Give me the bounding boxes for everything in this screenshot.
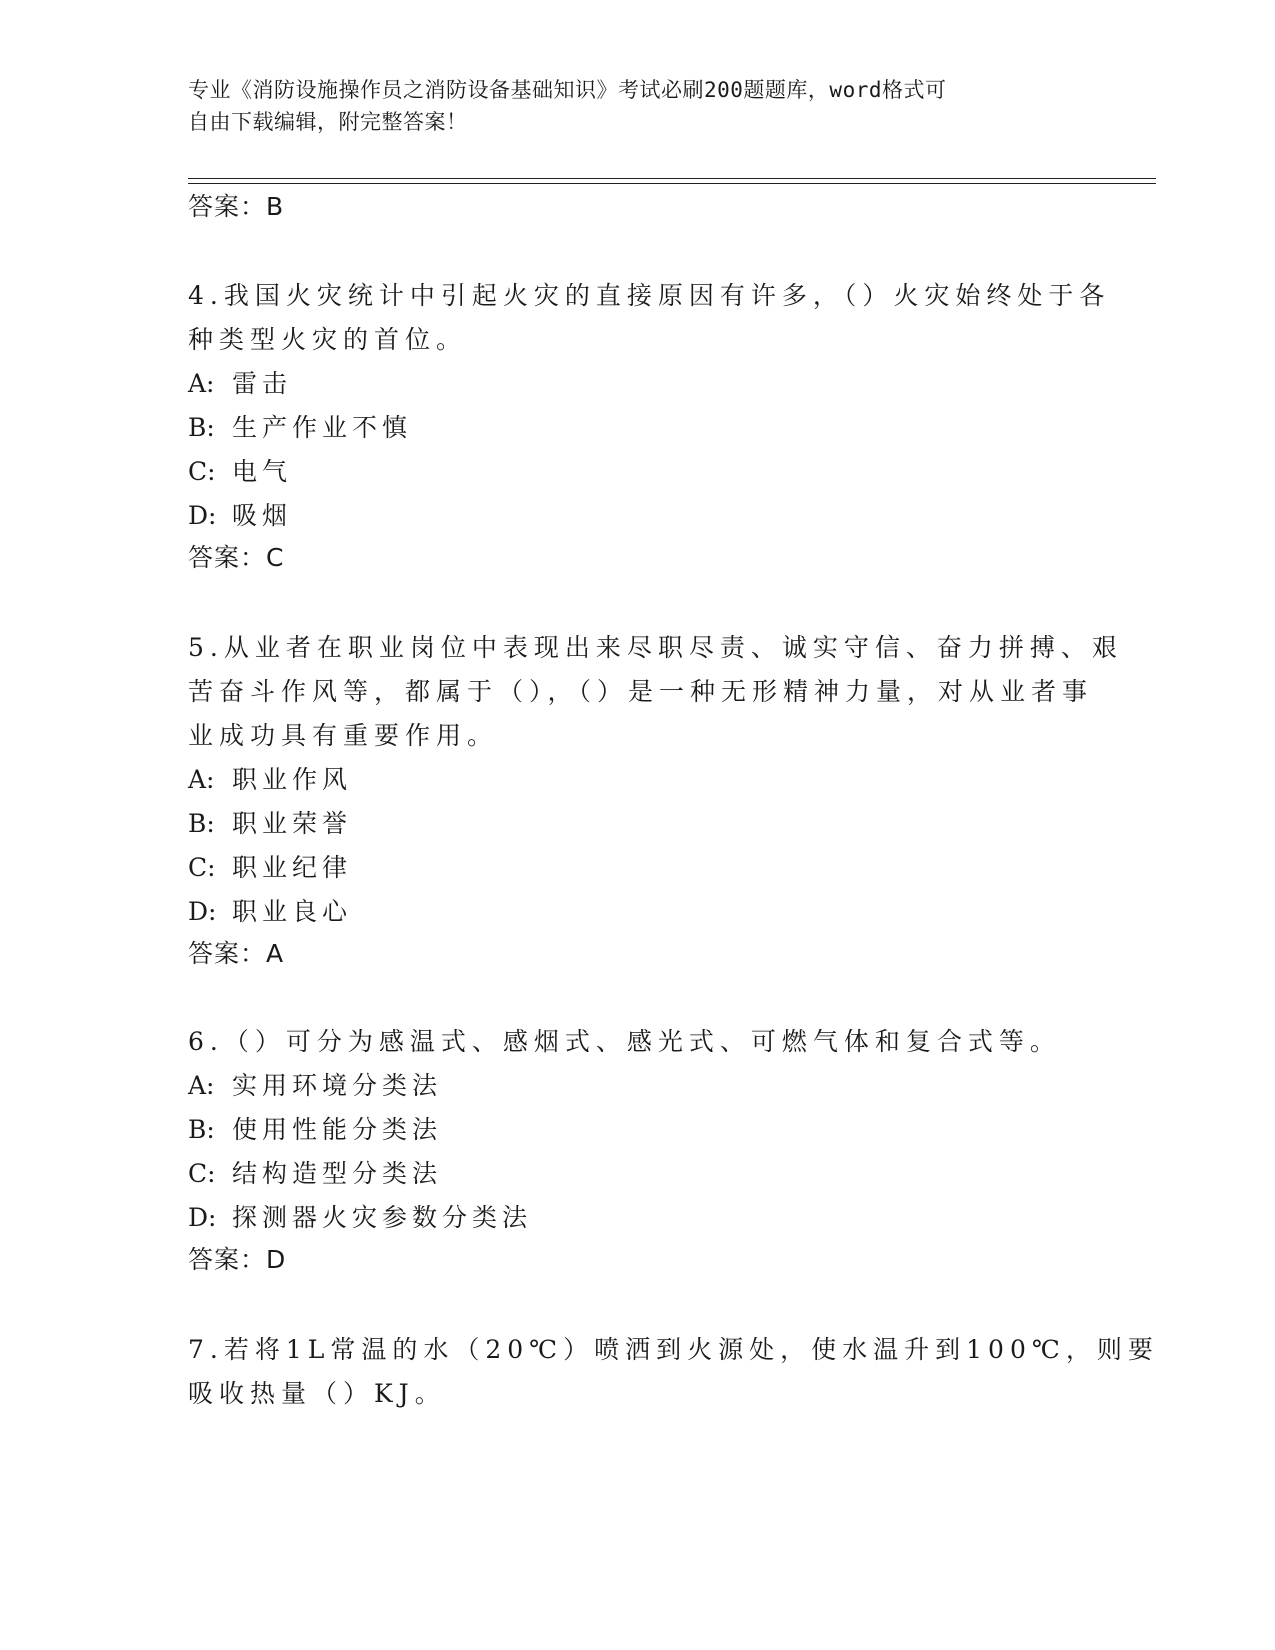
question-4-option-a bbox=[188, 368, 292, 400]
question-5-option-a bbox=[188, 764, 352, 796]
document-header bbox=[188, 74, 1068, 138]
question-6-answer: 答案：D bbox=[188, 1245, 287, 1274]
question-7-line-1: 7.若将1L常温的水（20℃）喷洒到火源处，使水温升到100℃，则要 bbox=[188, 1335, 1159, 1364]
previous-answer: 答案：B bbox=[188, 192, 285, 221]
question-6-option-b bbox=[188, 1114, 442, 1146]
option-key: A: bbox=[188, 369, 215, 398]
option-key: B: bbox=[188, 809, 215, 838]
header-divider-bottom bbox=[188, 183, 1156, 184]
question-4-option-d bbox=[188, 500, 292, 532]
option-key: A: bbox=[188, 765, 215, 794]
option-text: 雷击 bbox=[232, 369, 293, 398]
question-4-line-2: 种类型火灾的首位。 bbox=[188, 325, 468, 354]
question-5-option-d bbox=[188, 896, 352, 928]
option-text: 职业荣誉 bbox=[232, 809, 353, 838]
option-key: B: bbox=[188, 413, 215, 442]
question-4-option-c bbox=[188, 456, 292, 488]
option-key: C: bbox=[188, 1159, 216, 1188]
question-6-line-1: 6.（）可分为感温式、感烟式、感光式、可燃气体和复合式等。 bbox=[188, 1027, 1061, 1056]
question-5-option-c bbox=[188, 852, 352, 884]
option-text: 使用性能分类法 bbox=[232, 1115, 443, 1144]
question-4-line-1: 4.我国火灾统计中引起火灾的直接原因有许多，（）火灾始终处于各 bbox=[188, 281, 1111, 310]
option-text: 探测器火灾参数分类法 bbox=[232, 1203, 533, 1232]
option-key: A: bbox=[188, 1071, 215, 1100]
option-text: 职业纪律 bbox=[232, 853, 353, 882]
option-text: 结构造型分类法 bbox=[232, 1159, 443, 1188]
option-key: D: bbox=[188, 897, 217, 926]
question-5-line-1: 5.从业者在职业岗位中表现出来尽职尽责、诚实守信、奋力拼搏、艰 bbox=[188, 633, 1123, 662]
question-6-option-d bbox=[188, 1202, 532, 1234]
question-5-option-b bbox=[188, 808, 352, 840]
option-text: 职业作风 bbox=[232, 765, 353, 794]
header-line-1: 专业《消防设施操作员之消防设备基础知识》考试必刷200题题库，word格式可 bbox=[188, 78, 947, 102]
option-text: 电气 bbox=[232, 457, 293, 486]
question-6-option-c bbox=[188, 1158, 442, 1190]
header-divider-top bbox=[188, 178, 1156, 179]
question-4-option-b bbox=[188, 412, 412, 444]
option-text: 生产作业不慎 bbox=[232, 413, 413, 442]
option-key: B: bbox=[188, 1115, 215, 1144]
question-7-line-2: 吸收热量（）KJ。 bbox=[188, 1379, 446, 1408]
question-5-line-3: 业成功具有重要作用。 bbox=[188, 721, 499, 750]
option-text: 职业良心 bbox=[232, 897, 353, 926]
option-key: C: bbox=[188, 853, 216, 882]
option-text: 吸烟 bbox=[232, 501, 293, 530]
question-5-line-2: 苦奋斗作风等，都属于（），（）是一种无形精神力量，对从业者事 bbox=[188, 677, 1094, 706]
question-5-answer: 答案：A bbox=[188, 939, 285, 968]
question-4-answer: 答案：C bbox=[188, 543, 285, 572]
option-key: D: bbox=[188, 501, 217, 530]
option-text: 实用环境分类法 bbox=[232, 1071, 443, 1100]
header-line-2: 自由下载编辑，附完整答案！ bbox=[188, 110, 468, 134]
option-key: C: bbox=[188, 457, 216, 486]
question-6-option-a bbox=[188, 1070, 442, 1102]
option-key: D: bbox=[188, 1203, 217, 1232]
